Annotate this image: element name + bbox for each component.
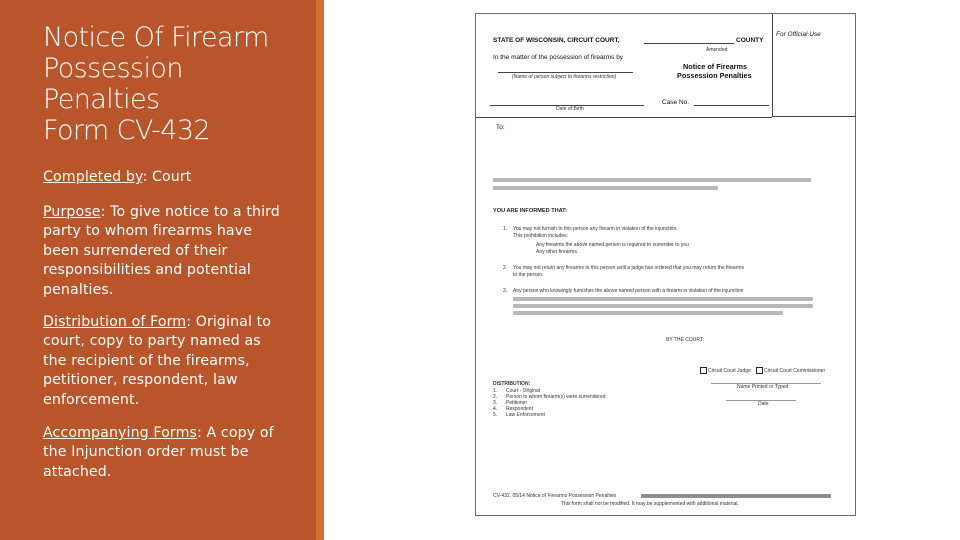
slide-title (43, 22, 303, 146)
completed-by-text: : Court (142, 169, 192, 185)
item-3-line-4 (513, 311, 783, 315)
dist-num-2: 2. (493, 394, 498, 400)
form-footer: CV-432, 05/14 Notice of Firearms Possession Penalties (493, 493, 617, 499)
bullet-2: Any other firearms. (536, 249, 579, 255)
item-3-line-3 (513, 304, 813, 308)
date-label: Date (758, 401, 769, 407)
intro-text-line-2 (493, 186, 718, 190)
informed-heading: YOU ARE INFORMED THAT: (493, 208, 567, 214)
form-footer-2: This form shall not be modified. It may be supplemented with additional material. (561, 501, 739, 507)
item-2-number: 2. (503, 265, 508, 271)
title-line-2: Possession (43, 53, 183, 84)
accompanying-text: : A copy of the Injunction order must be attached. (43, 425, 274, 480)
name-blank (498, 72, 633, 73)
item-2-text-b: to the person. (513, 272, 544, 278)
accompanying-info (43, 424, 288, 482)
purpose-info (43, 203, 288, 300)
form-header-county: COUNTY (736, 37, 764, 44)
doc-title-1: Notice of Firearms (683, 62, 748, 71)
form-cv432-image (475, 13, 856, 516)
distribution-info (43, 313, 288, 410)
dist-num-3: 3. (493, 400, 498, 406)
case-no-label: Case No. (662, 99, 690, 106)
official-use-divider (772, 14, 773, 117)
dist-num-1: 1. (493, 388, 498, 394)
doc-title-2: Possession Penalties (677, 71, 752, 80)
amended-label: Amended (706, 47, 728, 53)
commissioner-checkbox (756, 367, 763, 374)
dist-item-4: Respondent (506, 406, 533, 412)
purpose-label: Purpose (43, 204, 101, 220)
case-no-blank (694, 105, 769, 106)
to-label: To: (496, 124, 505, 131)
dist-item-3: Petitioner (506, 400, 528, 406)
distribution-list (506, 388, 605, 418)
item-3-number: 3. (503, 288, 508, 294)
accompanying-label: Accompanying Forms (43, 425, 198, 441)
distribution-numbers (493, 388, 497, 418)
item-1-number: 1. (503, 226, 508, 232)
official-use-bottom-line (772, 116, 856, 117)
dist-item-1: Court - Original (506, 388, 540, 394)
title-line-3: Penalties (43, 84, 160, 115)
dist-item-5: Law Enforcement (506, 412, 545, 418)
item-3-line-2 (513, 297, 813, 301)
name-printed-label: Name Printed or Typed (737, 384, 789, 390)
item-1-sub: This prohibition includes: (513, 233, 569, 239)
completed-by-info (43, 168, 288, 187)
bullet-1: Any firearms the above named person is required to surrender to you (536, 242, 689, 248)
completed-by-label: Completed by (43, 169, 143, 185)
footer-statute-line (641, 494, 831, 498)
item-3-text: Any person who knowingly furnishes the above named person with a firearm in violation of the injunction (513, 288, 744, 294)
distribution-heading: DISTRIBUTION: (493, 381, 531, 387)
intro-text-line-1 (493, 178, 811, 182)
name-caption: (Name of person subject to firearms restriction) (512, 74, 617, 80)
dist-num-5: 5. (493, 412, 498, 418)
form-header-state: STATE OF WISCONSIN, CIRCUIT COURT, (493, 37, 620, 44)
title-line-1: Notice Of Firearm (43, 22, 269, 53)
dist-item-2: Person to whom firearm(s) were surrendered (506, 394, 606, 400)
panel-accent-edge (316, 0, 324, 540)
item-1-text: You may not furnish to this person any firearm in violation of the injunction. (513, 226, 678, 232)
official-use-label: For Official Use (776, 31, 821, 38)
item-2-text: You may not return any firearms to this person until a judge has ordered that you may return the firearms (513, 265, 745, 271)
distribution-label: Distribution of Form (43, 314, 187, 330)
commissioner-label: Circuit Court Commissioner (764, 368, 826, 374)
title-line-4: Form CV-432 (43, 115, 211, 146)
judge-checkbox (700, 367, 707, 374)
dob-caption: Date of Birth (556, 106, 584, 112)
judge-label: Circuit Court Judge (708, 368, 751, 374)
matter-line: In the matter of the possession of firearms by (493, 54, 624, 61)
county-blank (644, 43, 734, 44)
purpose-text: : To give notice to a third party to whom firearms have been surrendered of their responsibilities and potential penalties. (43, 204, 280, 298)
header-divider (476, 117, 772, 118)
dist-num-4: 4. (493, 406, 498, 412)
distribution-text: : Original to court, copy to party named as the recipient of the firearms, petitioner, respondent, law enforcement. (43, 314, 272, 408)
by-court-label: BY THE COURT: (666, 337, 704, 343)
